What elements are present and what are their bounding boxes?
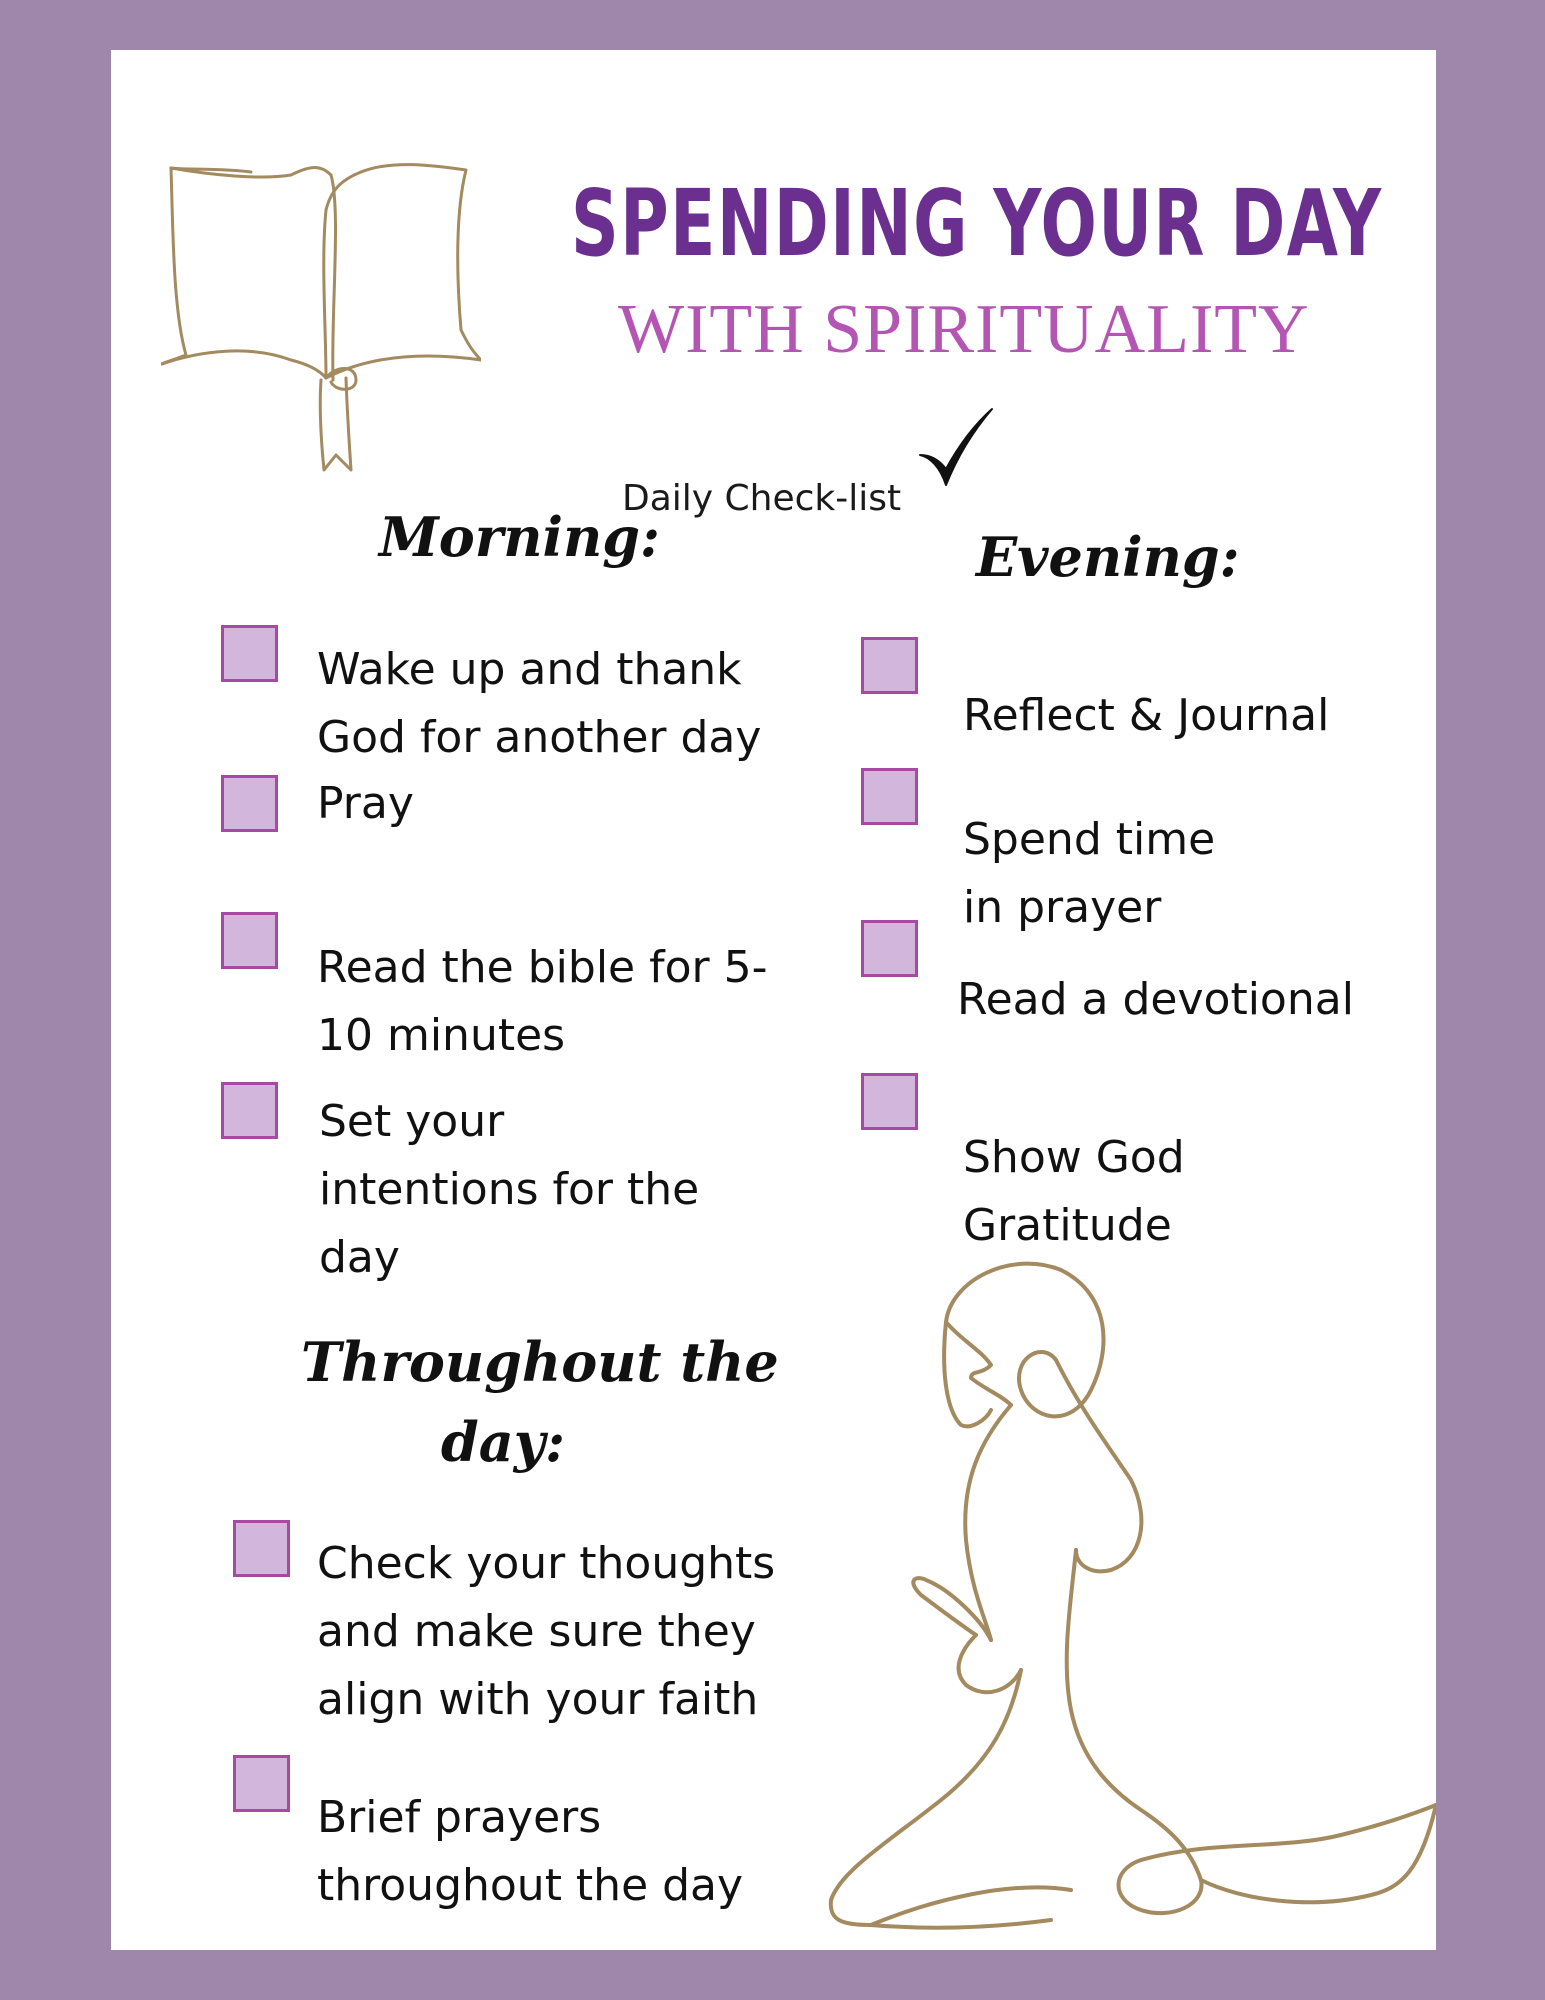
page-title: SPENDING YOUR DAY <box>571 170 1383 277</box>
checkbox-evening-2[interactable] <box>861 768 918 825</box>
open-book-icon <box>161 110 481 480</box>
checkbox-evening-4[interactable] <box>861 1073 918 1130</box>
throughout-heading-line1: Throughout the <box>301 1330 779 1394</box>
checkbox-morning-1[interactable] <box>221 625 278 682</box>
morning-item-3: Read the bible for 5- 10 minutes <box>317 942 768 1061</box>
checkbox-throughout-1[interactable] <box>233 1520 290 1577</box>
checkbox-throughout-2[interactable] <box>233 1755 290 1812</box>
checkbox-evening-3[interactable] <box>861 920 918 977</box>
page-subtitle: WITH SPIRITUALITY <box>618 291 1310 368</box>
evening-item-3: Read a devotional <box>957 974 1354 1025</box>
checkbox-morning-3[interactable] <box>221 912 278 969</box>
evening-heading: Evening: <box>976 525 1240 589</box>
checklist-label: Daily Check-list <box>622 478 902 519</box>
evening-item-1: Reflect & Journal <box>963 690 1330 741</box>
checkmark-icon <box>916 405 996 490</box>
checklist-card <box>111 50 1436 1950</box>
praying-woman-icon <box>811 1240 1436 1930</box>
throughout-heading-line2: day: <box>441 1410 566 1474</box>
morning-item-2: Pray <box>317 778 414 829</box>
checkbox-morning-4[interactable] <box>221 1082 278 1139</box>
morning-item-4: Set your intentions for the day <box>319 1096 700 1283</box>
checkbox-morning-2[interactable] <box>221 775 278 832</box>
throughout-item-2: Brief prayers throughout the day <box>317 1792 744 1911</box>
morning-item-1: Wake up and thank God for another day <box>317 644 762 763</box>
morning-heading: Morning: <box>379 505 660 569</box>
throughout-item-1: Check your thoughts and make sure they align with your faith <box>317 1538 776 1725</box>
evening-item-4: Show God Gratitude <box>963 1132 1185 1251</box>
evening-item-2: Spend time in prayer <box>963 814 1216 933</box>
checkbox-evening-1[interactable] <box>861 637 918 694</box>
